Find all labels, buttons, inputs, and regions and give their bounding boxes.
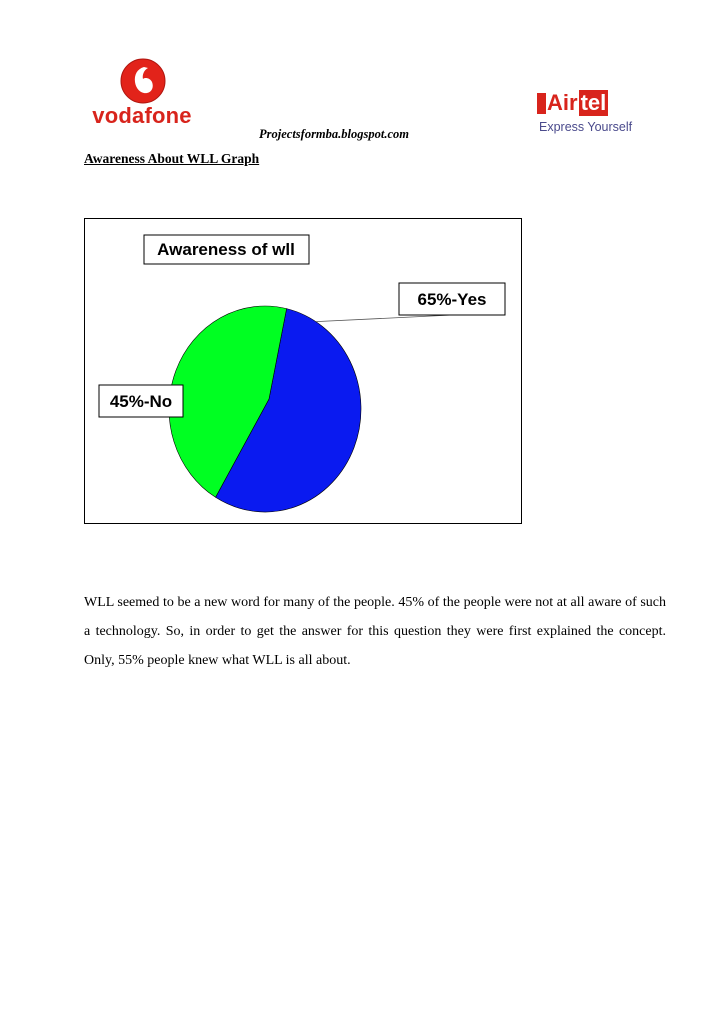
- airtel-wordmark-start: Air: [547, 90, 578, 115]
- vodafone-wordmark: vodafone: [92, 103, 192, 128]
- vodafone-speechmark-icon: [120, 58, 166, 104]
- airtel-logo: [535, 90, 647, 140]
- vodafone-logo: [86, 58, 198, 130]
- leader-line-yes: [316, 315, 452, 322]
- airtel-mark-icon: [537, 93, 546, 114]
- chart-title: Awareness of wll: [157, 240, 295, 259]
- body-paragraph: WLL seemed to be a new word for many of the people. 45% of the people were not at all aware of such a technology. So, in order to get the answer for this question they were first explained the concept. Only, 55% people knew what WLL is all about.: [84, 595, 666, 668]
- label-box-yes: [399, 283, 505, 315]
- section-heading: Awareness About WLL Graph: [84, 151, 260, 166]
- chart-title-box: [144, 235, 309, 264]
- label-box-no: [99, 385, 183, 417]
- airtel-wordmark: [547, 90, 608, 116]
- site-url: Projectsformba.blogspot.com: [259, 127, 409, 141]
- airtel-tagline: Express Yourself: [539, 120, 633, 134]
- data-label-no: 45%-No: [109, 392, 173, 411]
- data-label-yes: 65%-Yes: [417, 290, 487, 309]
- pie-chart-svg: [85, 219, 523, 525]
- airtel-wordmark-end: tel: [580, 90, 607, 115]
- pie-chart: [84, 218, 522, 524]
